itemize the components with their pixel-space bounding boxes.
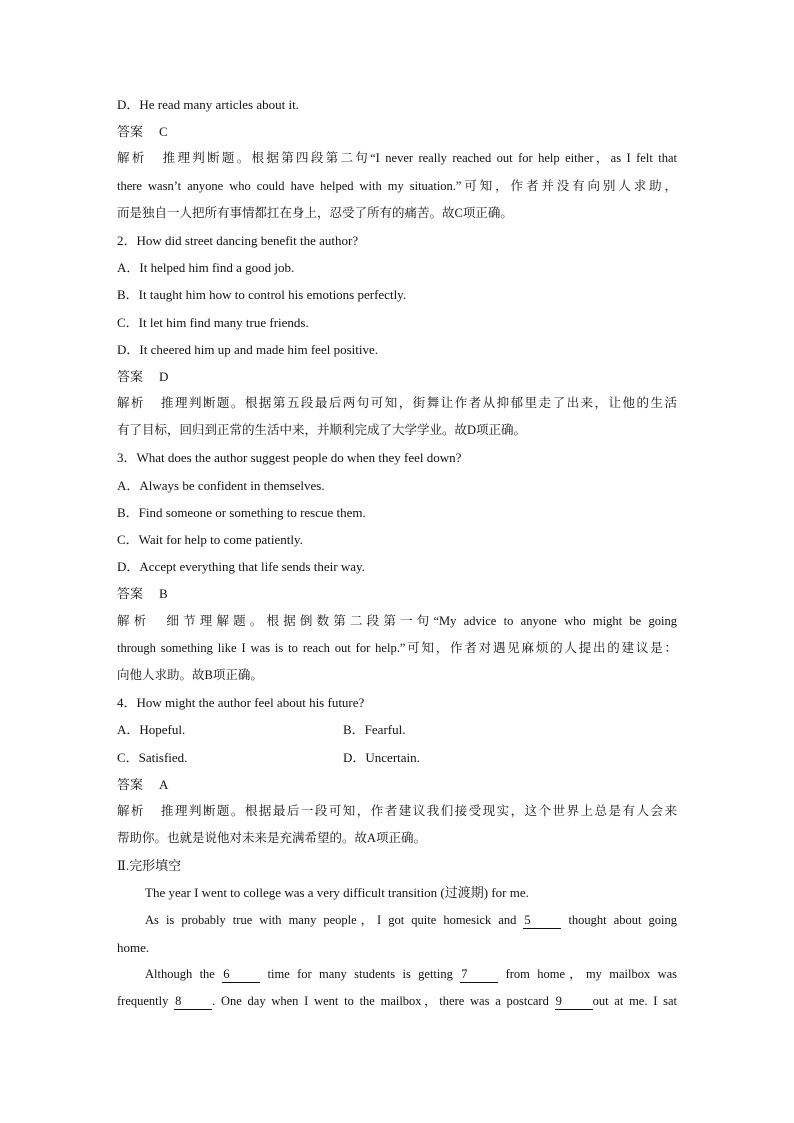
q2-analysis-line: 有了目标，回归到正常的生活中来，并顺利完成了大学学业。故D项正确。 [117,423,527,438]
cloze-blank-8: 8 [174,994,212,1010]
q2-answer [117,363,677,390]
q1-answer [117,118,677,145]
cloze-text: time for many students is getting [260,967,461,981]
q3-option-a: A．Always be confident in themselves. [117,477,325,493]
answer-value: D [159,368,169,384]
q1-analysis-line [117,145,677,172]
q3-option-d: D．Accept everything that life sends their way. [117,559,365,575]
q4-analysis-line: 帮助你。也就是说他对未来是充满希望的。故A项正确。 [117,831,427,846]
analysis-text: 推理判断题。根据最后一段可知，作者建议我们接受现实，这个世界上总是有人会来 [160,803,677,818]
section-title: Ⅱ.完形填空 [117,858,182,874]
q2-stem: 2．How did street dancing benefit the author? [117,232,359,248]
q2-option-d: D．It cheered him up and made him feel positive. [117,341,379,357]
analysis-label: 解析 [117,613,151,628]
q3-stem: 3．What does the author suggest people do when they feel down? [117,450,462,466]
cloze-blank-5: 5 [523,913,561,929]
cloze-blank-6: 6 [222,967,260,983]
q4-option-d: D．Uncertain. [343,749,420,765]
cloze-text: out at me. I sat [592,994,677,1009]
q4-options-row-1 [117,716,677,743]
q4-answer [117,771,677,798]
cloze-paragraph-2-line [117,907,677,934]
cloze-blank-7: 7 [460,967,498,983]
q4-option-c: C．Satisfied. [117,749,188,765]
analysis-label: 解析 [117,396,145,411]
cloze-text: thought about going [561,912,677,927]
q2-option-a: A．It helped him find a good job. [117,260,295,276]
answer-label: 答案 [117,368,144,384]
q3-analysis-line [117,608,677,635]
cloze-text: Although the [145,967,223,981]
cloze-paragraph-1: The year I went to college was a very difficult transition (过渡期) for me. [145,885,529,901]
analysis-text: 细节理解题。根据倒数第二段第一句“My advice to anyone who might be going [166,613,677,628]
q3-analysis-line: 向他人求助。故B项正确。 [117,667,263,682]
cloze-paragraph-3-line [117,988,677,1015]
q2-analysis-line [117,390,677,417]
cloze-paragraph-3-line [117,961,677,988]
answer-label: 答案 [117,586,144,602]
q3-analysis-line: through something like I was is to reach out for help.”可知，作者对遇见麻烦的人提出的建议是： [117,640,677,655]
q2-option-b: B．It taught him how to control his emotions perfectly. [117,287,407,303]
document-body [117,91,677,1015]
answer-value: B [159,586,168,602]
cloze-blank-9: 9 [555,994,593,1010]
q4-option-b: B．Fearful. [343,722,406,738]
answer-label: 答案 [117,124,144,140]
analysis-label: 解析 [117,803,145,818]
cloze-text: As is probably true with many people，I got quite homesick and [145,912,524,927]
q4-options-row-2 [117,744,677,771]
q4-option-a: A．Hopeful. [117,722,186,738]
q1-analysis-line: 而是独自一人把所有事情都扛在身上，忍受了所有的痛苦。故C项正确。 [117,205,513,220]
q3-option-b: B．Find someone or something to rescue them. [117,504,366,520]
q4-stem: 4．How might the author feel about his future? [117,695,365,711]
analysis-text: 推理判断题。根据第四段第二句“I never really reached out for help either，as I felt that [162,151,677,166]
q1-analysis-line: there wasn’t anyone who could have helped with my situation.”可知，作者并没有向别人求助， [117,178,677,193]
q2-option-c: C．It let him find many true friends. [117,314,309,330]
cloze-text: . One day when I went to the mailbox，there was a postcard [212,994,555,1009]
q4-analysis-line [117,798,677,825]
cloze-text: frequently [117,994,175,1009]
q3-option-c: C．Wait for help to come patiently. [117,532,303,547]
answer-value: C [159,124,168,140]
answer-label: 答案 [117,776,144,792]
analysis-text: 推理判断题。根据第五段最后两句可知，街舞让作者从抑郁里走了出来，让他的生活 [160,396,677,411]
cloze-text: from home，my mailbox was [498,967,677,981]
cloze-paragraph-2-line: home. [117,939,150,955]
answer-value: A [159,776,169,792]
analysis-label: 解析 [117,151,147,166]
q1-option-d: D．He read many articles about it. [117,97,299,112]
q3-answer [117,580,677,607]
